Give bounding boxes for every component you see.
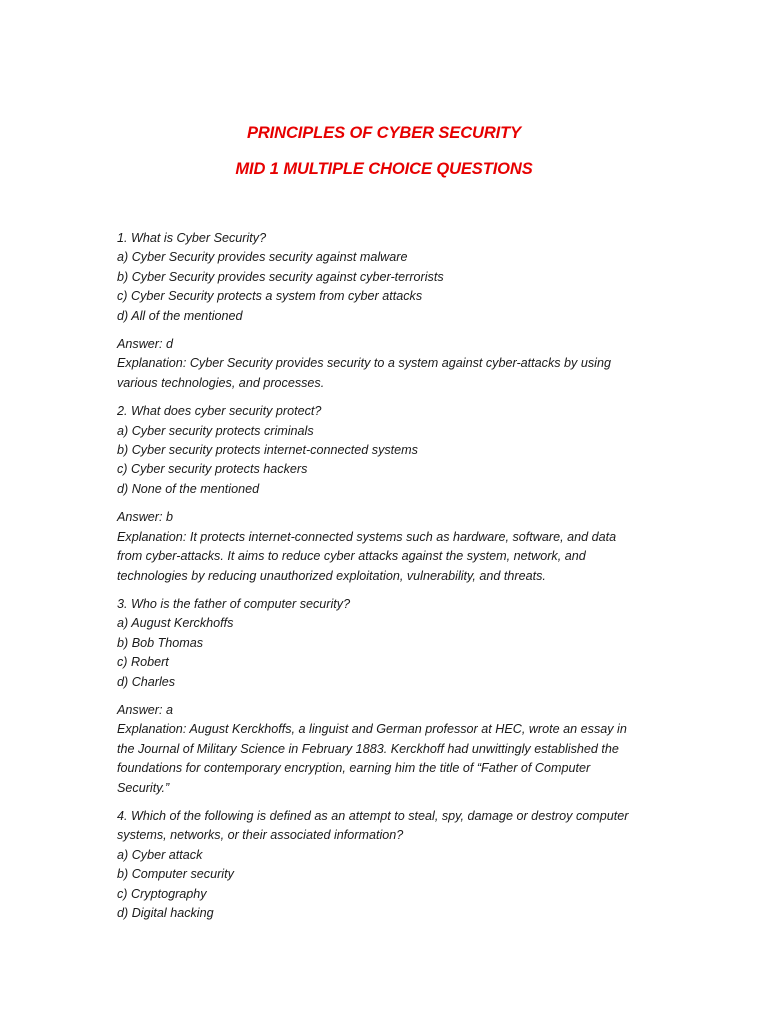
question-text: systems, networks, or their associated information? [117,828,404,843]
question-text: 3. Who is the father of computer security? [117,596,351,611]
option-b: b) Cyber security protects internet-connected systems [117,443,418,458]
question-block [117,229,657,402]
option-c: c) Cyber security protects hackers [117,462,308,477]
question-text: 2. What does cyber security protect? [117,404,322,419]
explanation-line: Explanation: It protects internet-connected systems such as hardware, software, and data [117,529,617,544]
option-b: b) Bob Thomas [117,635,204,650]
explanation-line: various technologies, and processes. [117,375,325,390]
answer-text: Answer: a [117,702,173,717]
explanation-line: Security.” [117,780,170,795]
answer-text: Answer: b [117,510,173,525]
option-c: c) Cyber Security protects a system from cyber attacks [117,289,423,304]
option-b: b) Cyber Security provides security against cyber-terrorists [117,269,444,284]
explanation-line: Explanation: Cyber Security provides security to a system against cyber-attacks by using [117,356,611,371]
question-block [117,402,657,595]
document-subtitle: MID 1 MULTIPLE CHOICE QUESTIONS [235,160,533,178]
option-d: d) None of the mentioned [117,481,260,496]
explanation-line: technologies by reducing unauthorized exploitation, vulnerability, and threats. [117,568,546,583]
option-a: a) August Kerckhoffs [117,616,234,631]
option-d: d) Digital hacking [117,906,214,920]
explanation-line: Explanation: August Kerckhoffs, a linguist and German professor at HEC, wrote an essay in [117,722,627,737]
document-title: PRINCIPLES OF CYBER SECURITY [246,124,522,142]
question-list [117,229,657,923]
explanation-line: foundations for contemporary encryption, earning him the title of “Father of Computer [117,761,591,776]
question-block [117,595,657,807]
option-c: c) Cryptography [117,886,207,901]
option-d: d) All of the mentioned [117,308,243,323]
option-d: d) Charles [117,674,176,689]
option-a: a) Cyber attack [117,847,203,862]
option-b: b) Computer security [117,867,234,882]
question-text: 4. Which of the following is defined as an attempt to steal, spy, damage or destroy computer [117,808,629,823]
answer-text: Answer: d [117,337,173,352]
explanation-line: from cyber-attacks. It aims to reduce cyber attacks against the system, network, and [117,549,586,564]
option-c: c) Robert [117,655,169,670]
option-a: a) Cyber Security provides security against malware [117,250,408,265]
question-text: 1. What is Cyber Security? [117,231,267,245]
explanation-line: the Journal of Military Science in February 1883. Kerckhoff had unwittingly established the [117,741,619,756]
question-block [117,807,657,923]
option-a: a) Cyber security protects criminals [117,423,314,438]
